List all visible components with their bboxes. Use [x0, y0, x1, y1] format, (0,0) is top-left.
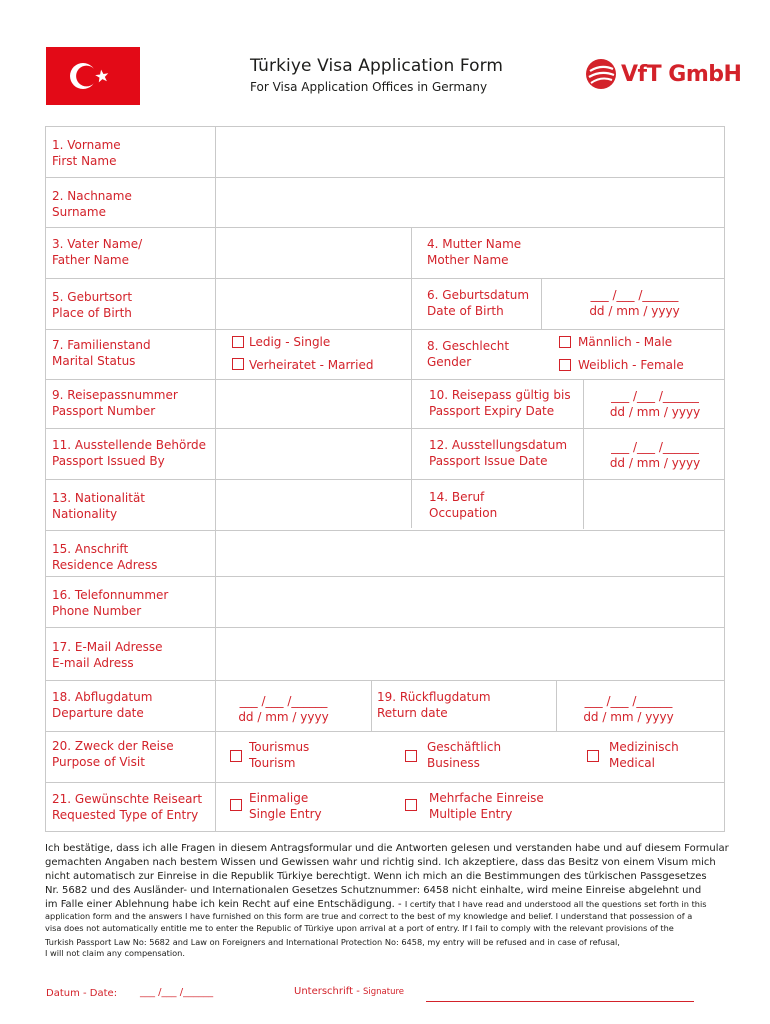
mother-name-input[interactable]	[542, 228, 724, 276]
date-of-birth-field[interactable]: ___ /___ /______ dd / mm / yyyy	[589, 288, 680, 318]
signature-label: Unterschrift - Signature	[294, 986, 405, 997]
nationality-label: 13. Nationalität Nationality	[52, 491, 145, 521]
entry-type-label: 21. Gewünschte Reiseart Requested Type of Entry	[52, 792, 203, 822]
business-option-label: Geschäftlich Business	[427, 740, 502, 770]
female-checkbox[interactable]	[559, 359, 571, 371]
gender-label: 8. Geschlecht Gender	[427, 339, 510, 369]
brand-swoosh-icon	[585, 58, 617, 90]
medical-checkbox[interactable]	[587, 750, 599, 762]
business-checkbox[interactable]	[405, 750, 417, 762]
first-name-label: 1. Vorname First Name	[52, 138, 121, 168]
departure-date-field[interactable]: ___ /___ /______ dd / mm / yyyy	[238, 694, 329, 724]
departure-label: 18. Abflugdatum Departure date	[52, 690, 153, 720]
passport-number-label: 9. Reisepassnummer Passport Number	[52, 388, 178, 418]
multiple-entry-option-label: Mehrfache Einreise Multiple Entry	[429, 791, 544, 821]
issue-date-label: 12. Ausstellungsdatum Passport Issue Date	[429, 438, 568, 468]
father-name-input[interactable]	[216, 228, 409, 276]
purpose-label: 20. Zweck der Reise Purpose of Visit	[52, 739, 174, 769]
occupation-label: 14. Beruf Occupation	[429, 490, 498, 520]
place-of-birth-label: 5. Geburtsort Place of Birth	[52, 290, 133, 320]
issued-by-input[interactable]	[216, 429, 409, 478]
return-date-field[interactable]: ___ /___ /______ dd / mm / yyyy	[583, 694, 674, 724]
address-input[interactable]	[216, 529, 724, 578]
form-subtitle: For Visa Application Offices in Germany	[250, 80, 488, 94]
email-label: 17. E-Mail Adresse E-mail Adress	[52, 640, 163, 670]
first-name-input[interactable]	[216, 128, 724, 177]
form-title: Türkiye Visa Application Form	[250, 56, 504, 76]
email-input[interactable]	[216, 630, 724, 679]
crescent-star-icon	[46, 47, 140, 105]
father-name-label: 3. Vater Name/ Father Name	[52, 237, 143, 267]
single-option-label: Ledig - Single	[249, 335, 331, 349]
phone-label: 16. Telefonnummer Phone Number	[52, 588, 169, 618]
signature-line[interactable]	[426, 1001, 694, 1002]
footer-date-label: Datum - Date:	[46, 988, 118, 999]
issue-date-field[interactable]: ___ /___ /______ dd / mm / yyyy	[609, 440, 701, 470]
return-label: 19. Rückflugdatum Return date	[377, 690, 491, 720]
surname-label: 2. Nachname Surname	[52, 189, 132, 219]
male-checkbox[interactable]	[559, 336, 571, 348]
marital-status-label: 7. Familienstand Marital Status	[52, 338, 151, 368]
single-entry-checkbox[interactable]	[230, 799, 242, 811]
brand-logo	[585, 58, 741, 90]
mother-name-label: 4. Mutter Name Mother Name	[427, 237, 522, 267]
phone-input[interactable]	[216, 580, 724, 628]
footer-date-field[interactable]: ___ /___ /______	[140, 987, 214, 998]
medical-option-label: Medizinisch Medical	[609, 740, 679, 770]
single-checkbox[interactable]	[232, 336, 244, 348]
date-of-birth-label: 6. Geburtsdatum Date of Birth	[427, 288, 530, 318]
tourism-option-label: Tourismus Tourism	[249, 740, 310, 770]
married-checkbox[interactable]	[232, 358, 244, 370]
turkish-flag	[46, 47, 140, 105]
issued-by-label: 11. Ausstellende Behörde Passport Issued By	[52, 438, 207, 468]
tourism-checkbox[interactable]	[230, 750, 242, 762]
male-option-label: Männlich - Male	[578, 335, 673, 349]
nationality-input[interactable]	[216, 480, 409, 527]
female-option-label: Weiblich - Female	[578, 358, 684, 372]
brand-name: VfT GmbH	[621, 61, 742, 87]
surname-input[interactable]	[216, 178, 724, 226]
married-option-label: Verheiratet - Married	[249, 358, 374, 372]
occupation-input[interactable]	[585, 480, 724, 527]
place-of-birth-input[interactable]	[216, 279, 409, 327]
passport-expiry-label: 10. Reisepass gültig bis Passport Expiry Date	[429, 388, 571, 418]
passport-number-input[interactable]	[216, 380, 409, 427]
single-entry-option-label: Einmalige Single Entry	[249, 791, 322, 821]
address-label: 15. Anschrift Residence Adress	[52, 542, 158, 572]
multiple-entry-checkbox[interactable]	[405, 799, 417, 811]
passport-expiry-field[interactable]: ___ /___ /______ dd / mm / yyyy	[609, 389, 701, 419]
